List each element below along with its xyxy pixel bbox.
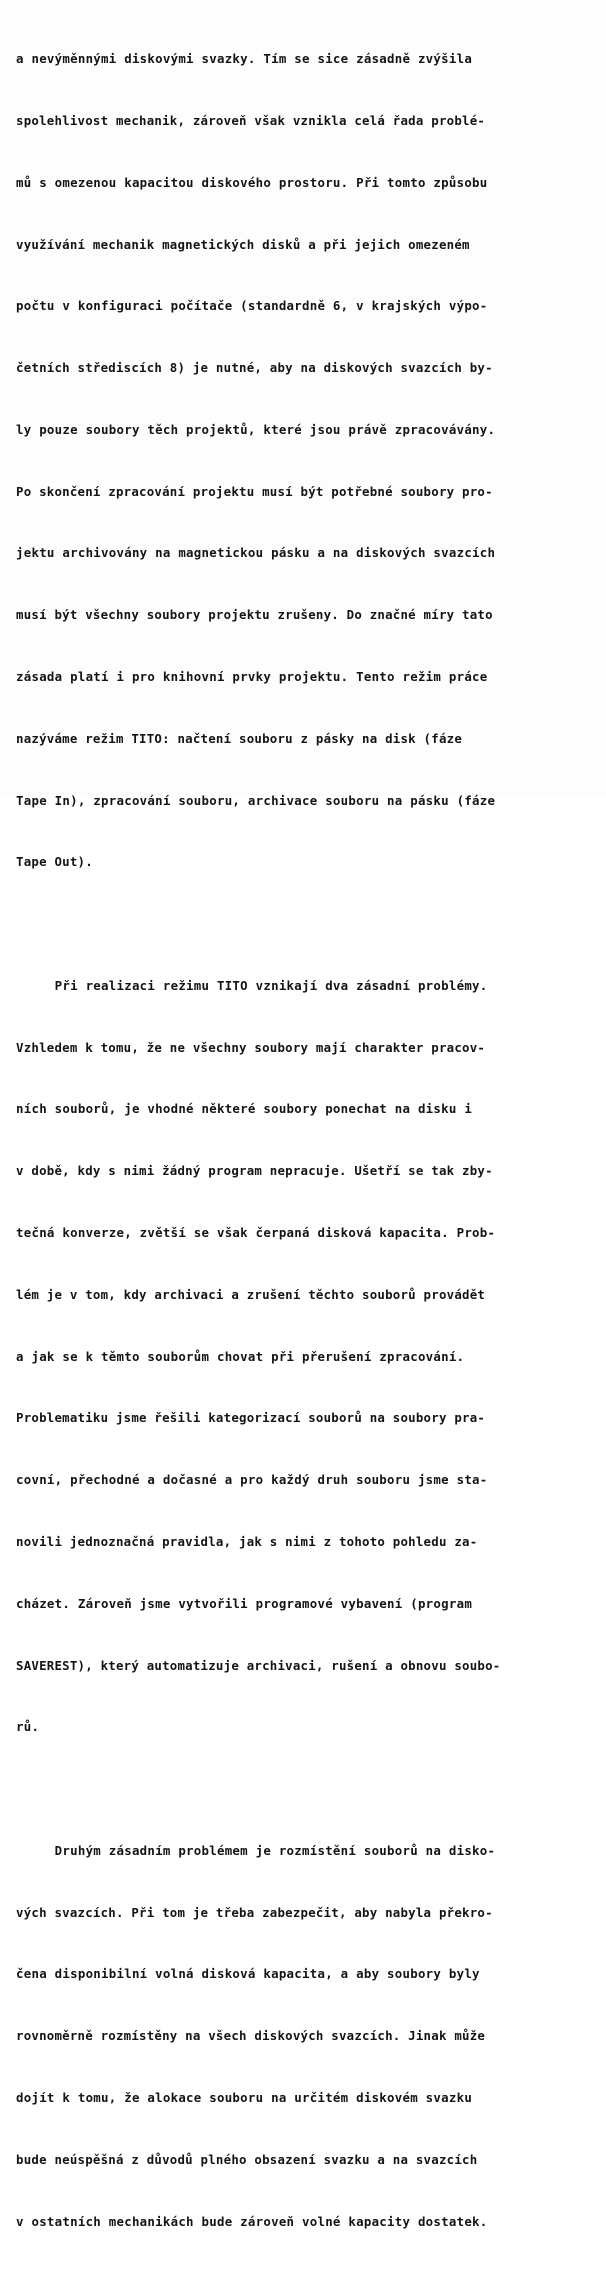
text-line: mů s omezenou kapacitou diskového prostoru. Při tomto způsobu [16,174,488,190]
text-line: jektu archivovány na magnetickou pásku a na diskových svazcích [16,545,496,561]
text-line: rů. [16,1719,40,1735]
text-line: Vzhledem k tomu, že ne všechny soubory mají charakter pracov- [16,1039,486,1055]
text-line: ních souborů, je vhodné některé soubory ponechat na disku i [16,1101,473,1117]
text-line: spolehlivost mechanik, zároveň však vznikla celá řada problé- [16,112,486,128]
text-line: SAVEREST), který automatizuje archivaci, rušení a obnovu soubo- [16,1657,501,1673]
paragraph [16,1800,590,2273]
text-line: četních střediscích 8) je nutné, aby na diskových svazcích by- [16,360,493,376]
paragraph [16,935,590,1779]
text-line: tečná konverze, zvětší se však čerpaná disková kapacita. Prob- [16,1225,496,1241]
text-line: Druhým zásadním problémem je rozmístění souborů na disko- [16,1842,496,1858]
text-line: Tape Out). [16,854,93,870]
text-line: čena disponibilní volná disková kapacita, a aby soubory byly [16,1966,480,1982]
paragraph [16,8,590,914]
text-line: musí být všechny soubory projektu zrušeny. Do značné míry tato [16,607,493,623]
text-line: ly pouze soubory těch projektů, které jsou právě zpracovávány. [16,421,496,437]
text-line: zásada platí i pro knihovní prvky projektu. Tento režim práce [16,669,488,684]
text-line: cházet. Zároveň jsme vytvořili programové vybavení (program [16,1595,473,1611]
text-line: Při realizaci režimu TITO vznikají dva zásadní problémy. [16,977,488,993]
text-line: dojít k tomu, že alokace souboru na určitém diskovém svazku [16,2089,473,2105]
text-line: počtu v konfiguraci počítače (standardně 6, v krajských výpo- [16,298,488,314]
text-line: v ostatních mechanikách bude zároveň volné kapacity dostatek. [16,2213,488,2229]
text-line: lém je v tom, kdy archivaci a zrušení těchto souborů provádět [16,1286,486,1302]
text-line: rovnoměrně rozmístěny na všech diskových svazcích. Jinak může [16,2028,486,2044]
document-text-body [16,8,590,2273]
text-line: a nevýměnnými diskovými svazky. Tím se sice zásadně zvýšila [16,51,473,67]
text-line: nazýváme režim TITO: načtení souboru z pásky na disk (fáze [16,730,463,746]
text-line: Po skončení zpracování projektu musí být potřebné soubory pro- [16,483,493,499]
text-line: Tape In), zpracování souboru, archivace souboru na pásku (fáze [16,792,496,808]
text-line: vých svazcích. Při tom je třeba zabezpečit, aby nabyla překro- [16,1904,493,1920]
text-line: bude neúspěšná z důvodů plného obsazení svazku a na svazcích [16,2151,478,2167]
text-line: covní, přechodné a dočasné a pro každý druh souboru jsme sta- [16,1472,488,1488]
text-line: Problematiku jsme řešili kategorizací souborů na soubory pra- [16,1410,486,1426]
text-line: novili jednoznačná pravidla, jak s nimi z tohoto pohledu za- [16,1533,478,1549]
text-line: využívání mechanik magnetických disků a při jejich omezeném [16,236,470,252]
text-line: v době, kdy s nimi žádný program nepracuje. Ušetří se tak zby- [16,1163,493,1179]
text-line: a jak se k těmto souborům chovat při přerušení zpracování. [16,1348,465,1364]
